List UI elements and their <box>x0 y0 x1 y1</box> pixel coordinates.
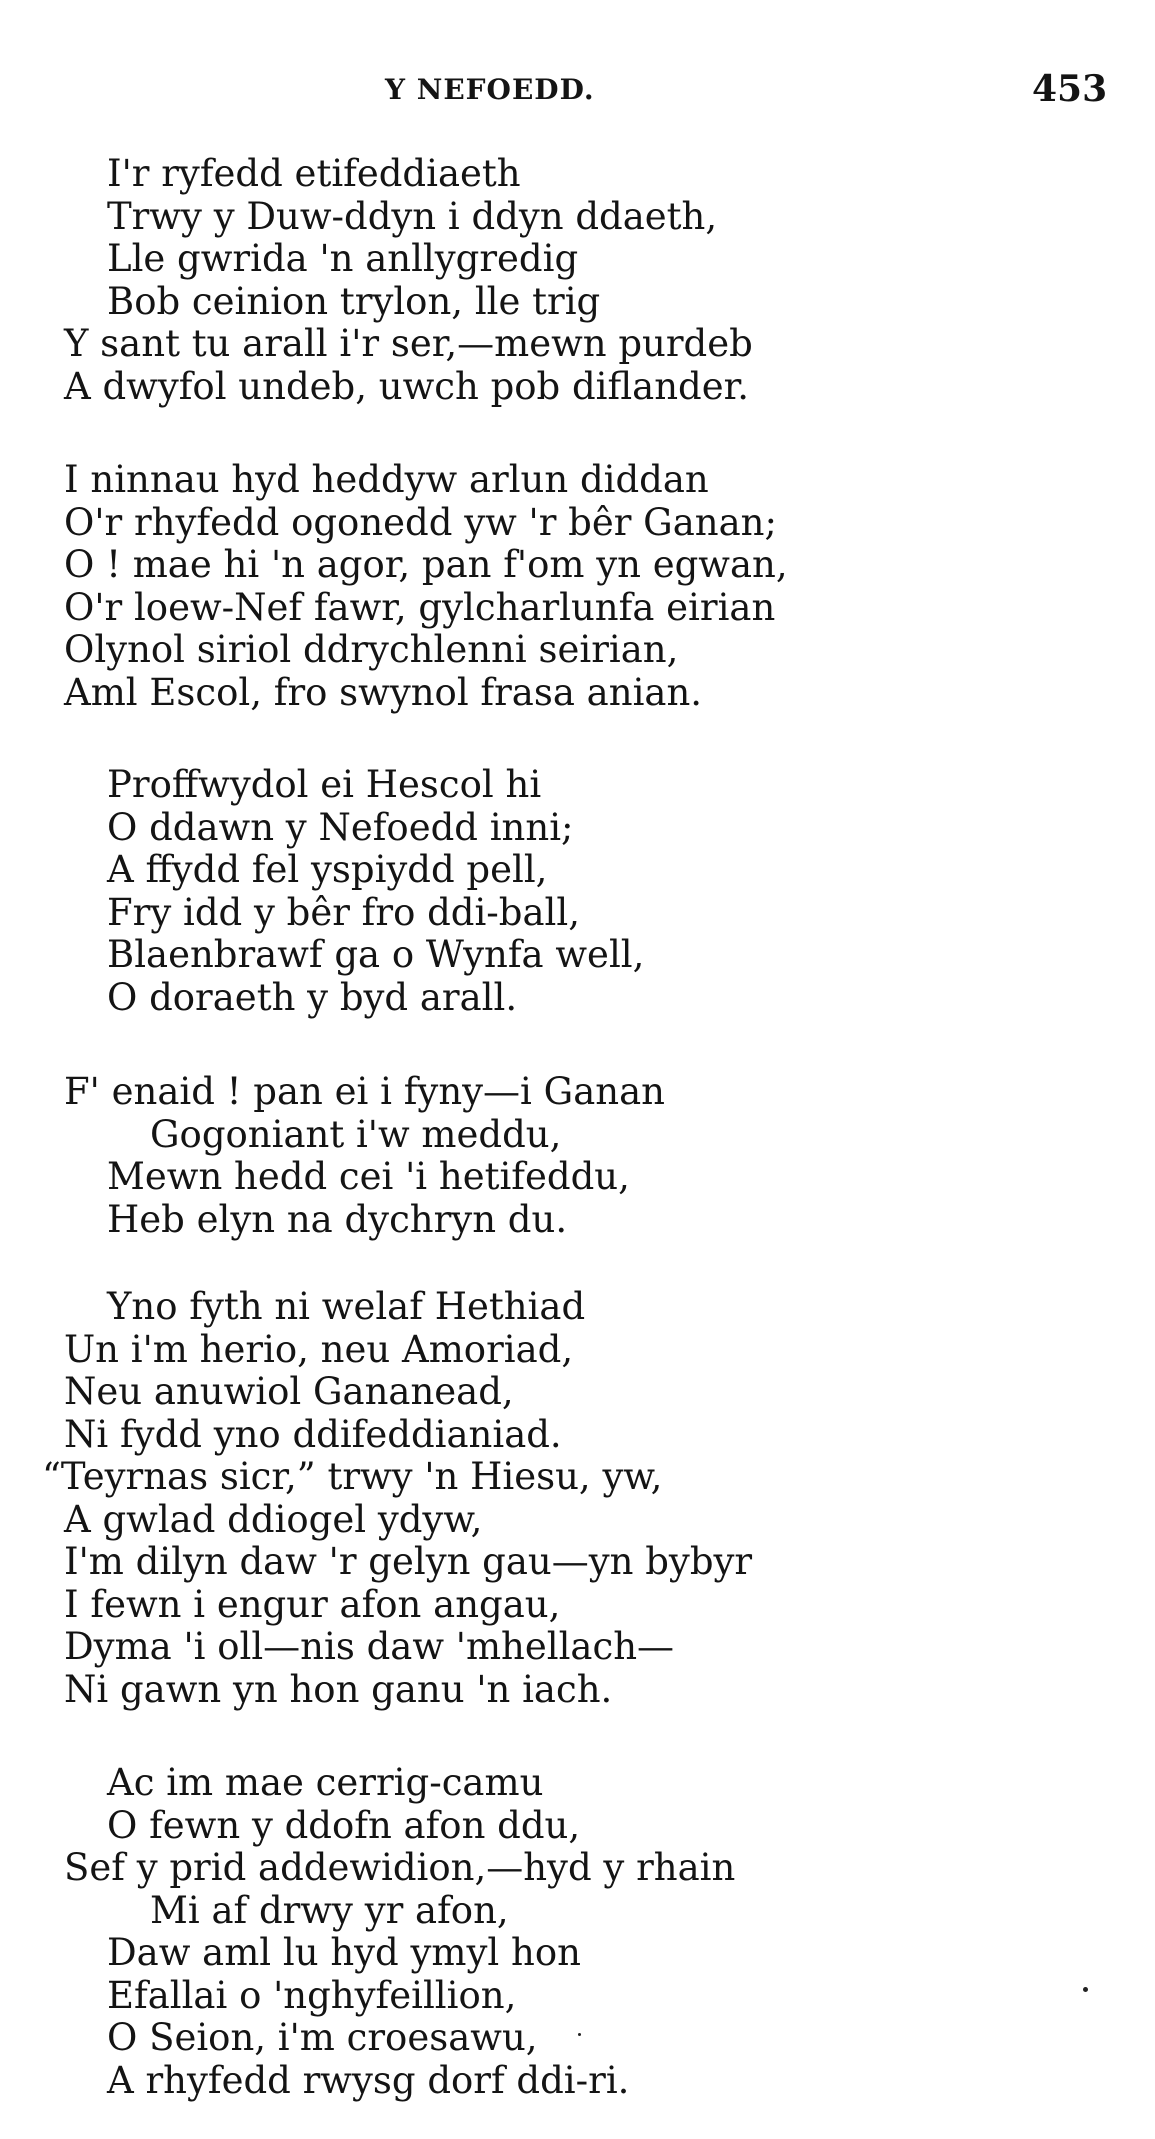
verse-line: Fry idd y bêr fro ddi-ball, <box>107 890 580 934</box>
verse-line: Proffwydol ei Hescol hi <box>107 763 542 806</box>
verse-line: Blaenbrawf ga o Wynfa well, <box>107 933 645 976</box>
stanza-3 <box>64 764 1124 1019</box>
print-speck <box>578 2033 581 2036</box>
verse-line: Aml Escol, fro swynol frasa anian. <box>64 670 703 714</box>
verse-line: F' enaid ! pan ei i fyny—i Ganan <box>64 1070 665 1113</box>
verse-line: A ffydd fel yspiydd pell, <box>107 848 548 891</box>
verse-line: Lle gwrida 'n anllygredig <box>107 237 579 280</box>
stanza-5 <box>42 1285 1124 1711</box>
verse-line: Heb elyn na dychryn du. <box>107 1197 568 1241</box>
verse-line: Neu anuwiol Gananead, <box>64 1370 514 1413</box>
verse-line: O ! mae hi 'n agor, pan f'om yn egwan, <box>64 543 788 586</box>
running-title: Y NEFOEDD. <box>385 73 595 106</box>
verse-line: O Seion, i'm croesawu, <box>107 2016 538 2059</box>
stanza-6 <box>64 1762 1124 2102</box>
page-number: 453 <box>1032 68 1108 110</box>
verse-line: A dwyfol undeb, uwch pob diflander. <box>64 364 750 408</box>
verse-line: Dyma 'i oll—nis daw 'mhellach— <box>64 1625 675 1668</box>
verse-line: Gogoniant i'w meddu, <box>150 1112 562 1156</box>
verse-line: Daw aml lu hyd ymyl hon <box>107 1931 581 1974</box>
print-speck <box>1083 1987 1088 1992</box>
verse-line: Mi af drwy yr afon, <box>150 1888 509 1932</box>
verse-line: A gwlad ddiogel ydyw, <box>64 1497 483 1541</box>
verse-line: Ni fydd yno ddifeddianiad. <box>64 1412 562 1456</box>
verse-line: Trwy y Duw-ddyn i ddyn ddaeth, <box>107 194 718 238</box>
verse-line: Yno fyth ni welaf Hethiad <box>107 1285 586 1328</box>
verse-line: O fewn y ddofn afon ddu, <box>107 1803 581 1847</box>
verse-line: Ni gawn yn hon ganu 'n iach. <box>64 1667 613 1711</box>
verse-line: Y sant tu arall i'r ser,—mewn purdeb <box>64 322 753 365</box>
verse-line: Sef y prid addewidion,—hyd y rhain <box>64 1846 736 1889</box>
verse-line: “Teyrnas sicr,” trwy 'n Hiesu, yw, <box>42 1455 663 1498</box>
verse-line: Un i'm herio, neu Amoriad, <box>64 1327 574 1371</box>
verse-line: Mewn hedd cei 'i hetifeddu, <box>107 1155 630 1198</box>
stanza-4 <box>64 1071 1124 1241</box>
verse-line: I ninnau hyd heddyw arlun diddan <box>64 458 709 501</box>
verse-line: Efallai o 'nghyfeillion, <box>107 1973 517 2017</box>
verse-line: Ac im mae cerrig-camu <box>107 1761 544 1804</box>
verse-line: I fewn i engur afon angau, <box>64 1582 561 1626</box>
verse-line: I'r ryfedd etifeddiaeth <box>107 152 521 195</box>
verse-line: I'm dilyn daw 'r gelyn gau—yn bybyr <box>64 1540 753 1583</box>
verse-line: Bob ceinion trylon, lle trig <box>107 279 601 323</box>
stanza-1 <box>64 153 1124 408</box>
stanza-2 <box>64 459 1124 714</box>
verse-line: A rhyfedd rwysg dorf ddi-ri. <box>107 2058 630 2102</box>
verse-line: O'r rhyfedd ogonedd yw 'r bêr Ganan; <box>64 500 777 544</box>
verse-line: O ddawn y Nefoedd inni; <box>107 805 574 849</box>
verse-line: O doraeth y byd arall. <box>107 975 518 1019</box>
verse-line: Olynol siriol ddrychlenni seirian, <box>64 628 679 671</box>
verse-line: O'r loew-Nef fawr, gylcharlunfa eirian <box>64 585 776 629</box>
